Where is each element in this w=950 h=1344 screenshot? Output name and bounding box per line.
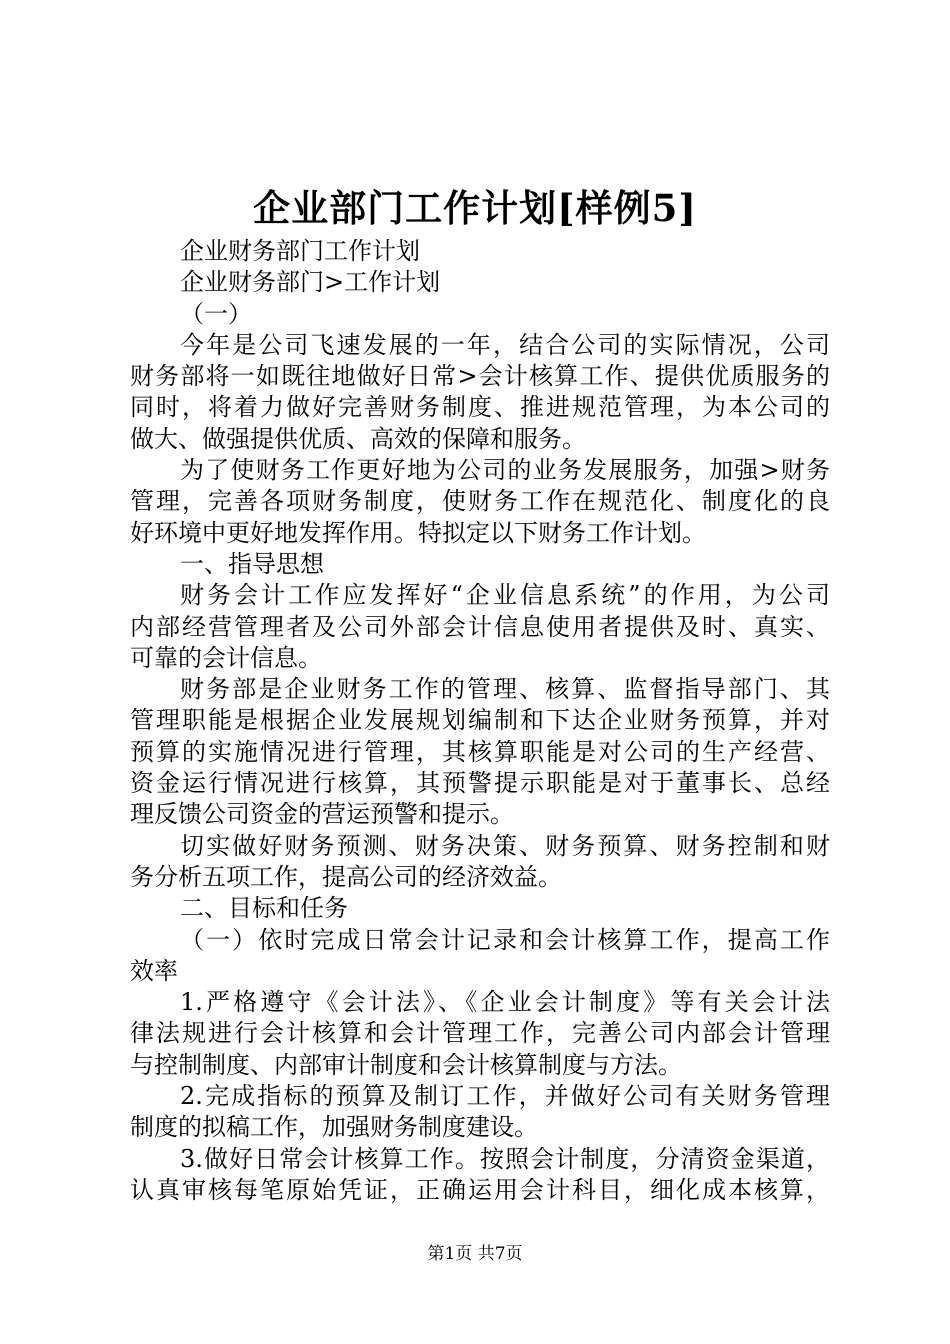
body-line: 律法规进行会计核算和会计管理工作，完善公司内部会计管理 (130, 1019, 830, 1048)
body-line: 预算的实施情况进行管理，其核算职能是对公司的生产经营、 (130, 737, 830, 766)
body-line: 切实做好财务预测、财务决策、财务预算、财务控制和财 (180, 831, 830, 860)
body-line: 做大、做强提供优质、高效的保障和服务。 (130, 424, 586, 453)
document-title: 企业部门工作计划[样例5] (253, 186, 697, 230)
body-line: 内部经营管理者及公司外部会计信息使用者提供及时、真实、 (130, 612, 830, 641)
body-line: 为了使财务工作更好地为公司的业务发展服务，加强>财务 (180, 456, 830, 485)
body-line: 企业财务部门工作计划 (180, 237, 420, 265)
body-line: 企业财务部门>工作计划 (180, 268, 441, 297)
body-line: 认真审核每笔原始凭证，正确运用会计科目，细化成本核算， (130, 1175, 830, 1204)
body-line: 财务会计工作应发挥好“企业信息系统”的作用，为公司 (180, 581, 830, 610)
body-line: 财务部是企业财务工作的管理、核算、监督指导部门、其 (180, 675, 830, 704)
body-line: 管理职能是根据企业发展规划编制和下达企业财务预算，并对 (130, 706, 830, 735)
body-line: 效率 (130, 956, 178, 985)
body-line: （一） (180, 299, 252, 328)
body-line: （一）依时完成日常会计记录和会计核算工作，提高工作 (180, 925, 830, 954)
body-line: 务分析五项工作，提高公司的经济效益。 (130, 862, 562, 891)
page-footer: 第1页 共7页 (427, 1244, 523, 1264)
body-line: 资金运行情况进行核算，其预警提示职能是对于董事长、总经 (130, 769, 830, 798)
body-line: 二、目标和任务 (180, 894, 348, 923)
body-line: 与控制制度、内部审计制度和会计核算制度与方法。 (130, 1050, 682, 1079)
body-line: 理反馈公司资金的营运预警和提示。 (130, 800, 514, 829)
body-line: 同时，将着力做好完善财务制度、推进规范管理，为本公司的 (130, 393, 830, 422)
body-line: 3.做好日常会计核算工作。按照会计制度，分清资金渠道， (180, 1144, 830, 1173)
body-line: 制度的拟稿工作，加强财务制度建设。 (130, 1113, 538, 1142)
body-line: 1.严格遵守《会计法》、《企业会计制度》等有关会计法 (180, 988, 830, 1017)
body-line: 2.完成指标的预算及制订工作，并做好公司有关财务管理 (180, 1082, 830, 1111)
document-body (130, 236, 830, 1206)
body-line: 管理，完善各项财务制度，使财务工作在规范化、制度化的良 (130, 487, 830, 516)
body-line: 可靠的会计信息。 (130, 643, 322, 672)
body-line: 财务部将一如既往地做好日常>会计核算工作、提供优质服务的 (130, 362, 830, 391)
body-line: 今年是公司飞速发展的一年，结合公司的实际情况，公司 (180, 330, 830, 359)
body-line: 一、指导思想 (180, 549, 324, 578)
body-line: 好环境中更好地发挥作用。特拟定以下财务工作计划。 (130, 518, 706, 547)
